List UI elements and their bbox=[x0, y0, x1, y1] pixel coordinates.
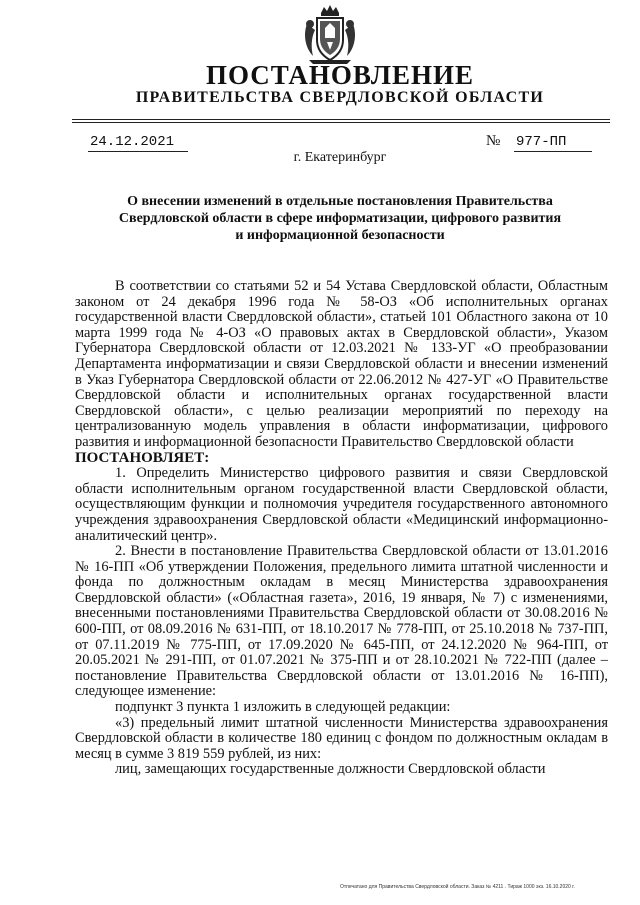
header-divider-bottom bbox=[72, 122, 610, 123]
coat-of-arms-icon bbox=[299, 4, 361, 66]
heading-line-2: Свердловской области в сфере информатизации, цифрового развития bbox=[118, 211, 562, 226]
print-note: Отпечатано для Правительства Свердловской области. Заказ № 4211 . Тираж 1000 экз. 16.10.2020 г. bbox=[340, 884, 575, 890]
item-1-paragraph: 1. Определить Министерство цифрового развития и связи Свердловской области исполнительным органом государственной власти Свердловской области, осуществляющим функции и полномочия учредителя государственного автономного учреждения здравоохранения Свердловской области «Медицинский информационно-аналитический центр». bbox=[75, 465, 608, 544]
number-label: № bbox=[486, 133, 501, 149]
heading-line-1: О внесении изменений в отдельные постановления Правительства bbox=[127, 194, 553, 209]
last-paragraph: лиц, замещающих государственные должности Свердловской области bbox=[115, 761, 546, 778]
document-body bbox=[75, 279, 608, 778]
document-title: ПОСТАНОВЛЕНИЕ bbox=[205, 60, 475, 90]
document-number: 977-ПП bbox=[514, 134, 592, 152]
city: г. Екатеринбург bbox=[293, 150, 387, 165]
resolution-heading bbox=[70, 193, 610, 244]
header-divider-top bbox=[72, 119, 610, 120]
item-2-paragraph: 2. Внести в постановление Правительства Свердловской области от 13.01.2016 № 16-ПП «Об утверждении Положения, предельного лимита штатной численности и фонда по должностным окладам в месяц Министерства здравоохранения Свердловской области» («Областная газета», 2016, 19 января, № 7) с изменениями, внесенными постановлениями Правительства Свердловской области от 30.08.2016 № 600-ПП, от 08.09.2016 № 631-ПП, от 18.10.2017 № 778-ПП, от 25.10.2018 № 737-ПП, от 07.11.2019 № 775-ПП, от 17.09.2020 № 645-ПП, от 24.12.2020 № 964-ПП, от 20.05.2021 № 291-ПП, от 01.07.2021 № 375-ПП и от 28.10.2021 № 722-ПП (далее – постановление Правительства Свердловской области от 13.01.2016 № 16-ПП), следующее изменение: bbox=[75, 543, 608, 700]
preamble-paragraph: В соответствии со статьями 52 и 54 Устава Свердловской области, Областным законом от 24 декабря 1996 года № 58-ОЗ «Об исполнительных органах государственной власти Свердловской области», статьей 101 Областного закона от 10 марта 1999 года № 4-ОЗ «О правовых актах в Свердловской области», Указом Губернатора Свердловской области от 12.03.2021 № 133-УГ «О преобразовании Департамента информатизации и связи Свердловской области и внесении изменений в Указ Губернатора Свердловской области от 22.06.2012 № 427-УГ «О Правительстве Свердловской области и исполнительных органах государственной власти Свердловской области», с целью реализации мероприятий по переходу на централизованную модель управления в области информатизации, цифрового развития и информационной безопасности Правительство Свердловской области bbox=[75, 278, 608, 450]
resolve-keyword: ПОСТАНОВЛЯЕТ: bbox=[75, 449, 210, 466]
subitem-paragraph: подпункт 3 пункта 1 изложить в следующей редакции: bbox=[115, 699, 451, 716]
quote-paragraph: «3) предельный лимит штатной численности Министерства здравоохранения Свердловской области в количестве 180 единиц с фондом по должностным окладам в месяц в сумме 3 819 559 рублей, из них: bbox=[75, 714, 608, 762]
document-date: 24.12.2021 bbox=[88, 134, 188, 152]
document-subtitle: ПРАВИТЕЛЬСТВА СВЕРДЛОВСКОЙ ОБЛАСТИ bbox=[135, 89, 545, 106]
heading-line-3: и информационной безопасности bbox=[235, 228, 445, 243]
